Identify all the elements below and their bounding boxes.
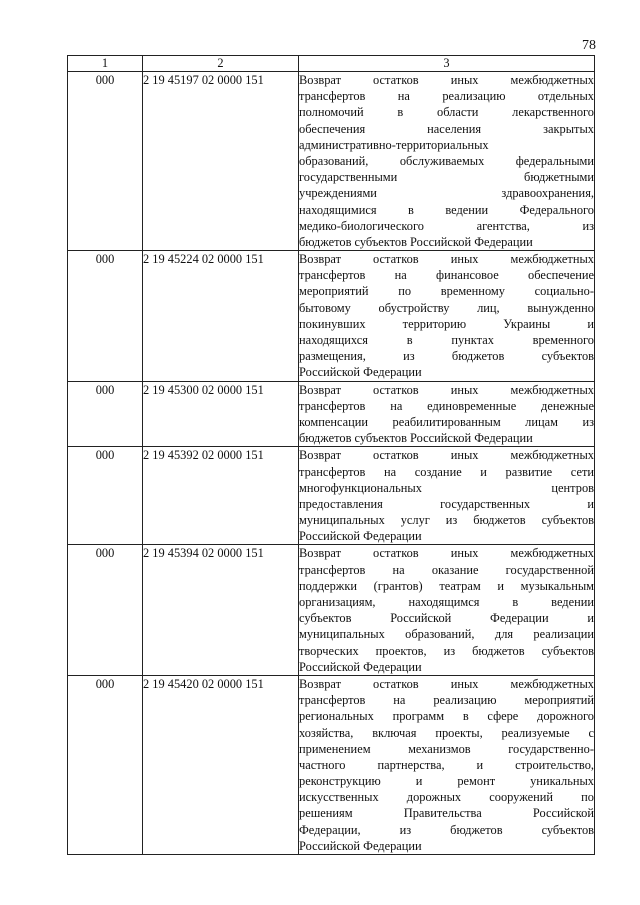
admin-code-cell: 000 xyxy=(68,251,143,382)
description-line: творческих проектов, из бюджетов субъектов xyxy=(299,643,594,658)
description-line: компенсации реабилитированным лицам из xyxy=(299,414,594,429)
description-line: Возврат остатков иных межбюджетных xyxy=(299,676,594,691)
income-description-cell xyxy=(299,545,595,676)
description-line: бюджетов субъектов Российской Федерации xyxy=(299,431,533,446)
description-line: Возврат остатков иных межбюджетных xyxy=(299,73,594,87)
description-line: Федерации, из бюджетов субъектов xyxy=(299,822,594,837)
admin-code-cell: 000 xyxy=(68,381,143,447)
table-row xyxy=(68,381,595,447)
description-line: поддержки (грантов) театрам и музыкальным xyxy=(299,578,594,593)
description-line: искусственных дорожных сооружений по xyxy=(299,790,594,805)
description-line: реконструкцию и ремонт уникальных xyxy=(299,774,594,789)
budget-classification-code-cell: 2 19 45392 02 0000 151 xyxy=(143,447,299,545)
income-description-cell xyxy=(299,251,595,382)
description-line: многофункциональных центров xyxy=(299,480,594,495)
description-line: Российской Федерации xyxy=(299,365,422,380)
page-number: 78 xyxy=(582,38,596,53)
description-line: Возврат остатков иных межбюджетных xyxy=(299,448,594,463)
description-line: организациям, находящимся в ведении xyxy=(299,595,594,609)
description-line: Российской Федерации xyxy=(299,659,422,674)
table-row xyxy=(68,675,595,854)
description-line: бытовому обустройству лиц, вынужденно xyxy=(299,300,594,315)
description-line: Российской Федерации xyxy=(299,529,422,544)
description-line: Российской Федерации xyxy=(299,838,422,853)
table-row xyxy=(68,545,595,676)
description-line: хозяйства, включая проекты, реализуемые с xyxy=(299,725,594,740)
description-line: применением механизмов государственно- xyxy=(299,741,594,756)
budget-classification-code-cell: 2 19 45420 02 0000 151 xyxy=(143,675,299,854)
column-header-1: 1 xyxy=(68,56,143,72)
budget-classification-code-cell: 2 19 45197 02 0000 151 xyxy=(143,72,299,251)
description-line: размещения, из бюджетов субъектов xyxy=(299,349,594,364)
description-line: находящихся в пунктах временного xyxy=(299,333,594,347)
description-line: трансфертов на единовременные денежные xyxy=(299,398,594,413)
description-line: решениям Правительства Российской xyxy=(299,806,594,821)
income-description-cell xyxy=(299,675,595,854)
description-line: обеспечения населения закрытых xyxy=(299,121,594,136)
description-line: учреждениями здравоохранения, xyxy=(299,186,594,201)
description-line: административно-территориальных xyxy=(299,137,489,152)
table-row xyxy=(68,447,595,545)
description-line: мероприятий по временному социально- xyxy=(299,284,594,299)
description-line: трансфертов на реализацию отдельных xyxy=(299,89,594,104)
description-line: Возврат остатков иных межбюджетных xyxy=(299,546,594,561)
admin-code-cell: 000 xyxy=(68,675,143,854)
description-line: Возврат остатков иных межбюджетных xyxy=(299,382,594,397)
description-line: трансфертов на создание и развитие сети xyxy=(299,464,594,479)
description-line: бюджетов субъектов Российской Федерации xyxy=(299,234,533,249)
description-line: покинувших территорию Украины и xyxy=(299,316,594,331)
description-line: образований, обслуживаемых федеральными xyxy=(299,153,594,168)
column-header-3: 3 xyxy=(299,56,595,72)
description-line: частного партнерства, и строительство, xyxy=(299,757,594,772)
budget-codes-table xyxy=(67,55,595,855)
admin-code-cell: 000 xyxy=(68,72,143,251)
income-description-cell xyxy=(299,447,595,545)
description-line: Возврат остатков иных межбюджетных xyxy=(299,252,594,267)
description-line: муниципальных образований, для реализации xyxy=(299,627,594,642)
budget-classification-code-cell: 2 19 45224 02 0000 151 xyxy=(143,251,299,382)
description-line: трансфертов на оказание государственной xyxy=(299,562,594,577)
income-description-cell xyxy=(299,381,595,447)
description-line: субъектов Российской Федерации и xyxy=(299,611,594,626)
budget-classification-code-cell: 2 19 45394 02 0000 151 xyxy=(143,545,299,676)
table-header-row xyxy=(68,56,595,72)
admin-code-cell: 000 xyxy=(68,447,143,545)
description-line: находящимися в ведении Федерального xyxy=(299,202,594,217)
description-line: медико-биологического агентства, из xyxy=(299,218,594,233)
description-line: предоставления государственных и xyxy=(299,496,594,511)
description-line: региональных программ в сфере дорожного xyxy=(299,709,594,724)
description-line: государственными бюджетными xyxy=(299,170,594,185)
table-row xyxy=(68,72,595,251)
description-line: трансфертов на финансовое обеспечение xyxy=(299,268,594,283)
description-line: трансфертов на реализацию мероприятий xyxy=(299,693,594,708)
income-description-cell xyxy=(299,72,595,251)
column-header-2: 2 xyxy=(143,56,299,72)
admin-code-cell: 000 xyxy=(68,545,143,676)
description-line: муниципальных услуг из бюджетов субъектов xyxy=(299,513,594,528)
table-row xyxy=(68,251,595,382)
budget-classification-code-cell: 2 19 45300 02 0000 151 xyxy=(143,381,299,447)
description-line: полномочий в области лекарственного xyxy=(299,105,594,120)
